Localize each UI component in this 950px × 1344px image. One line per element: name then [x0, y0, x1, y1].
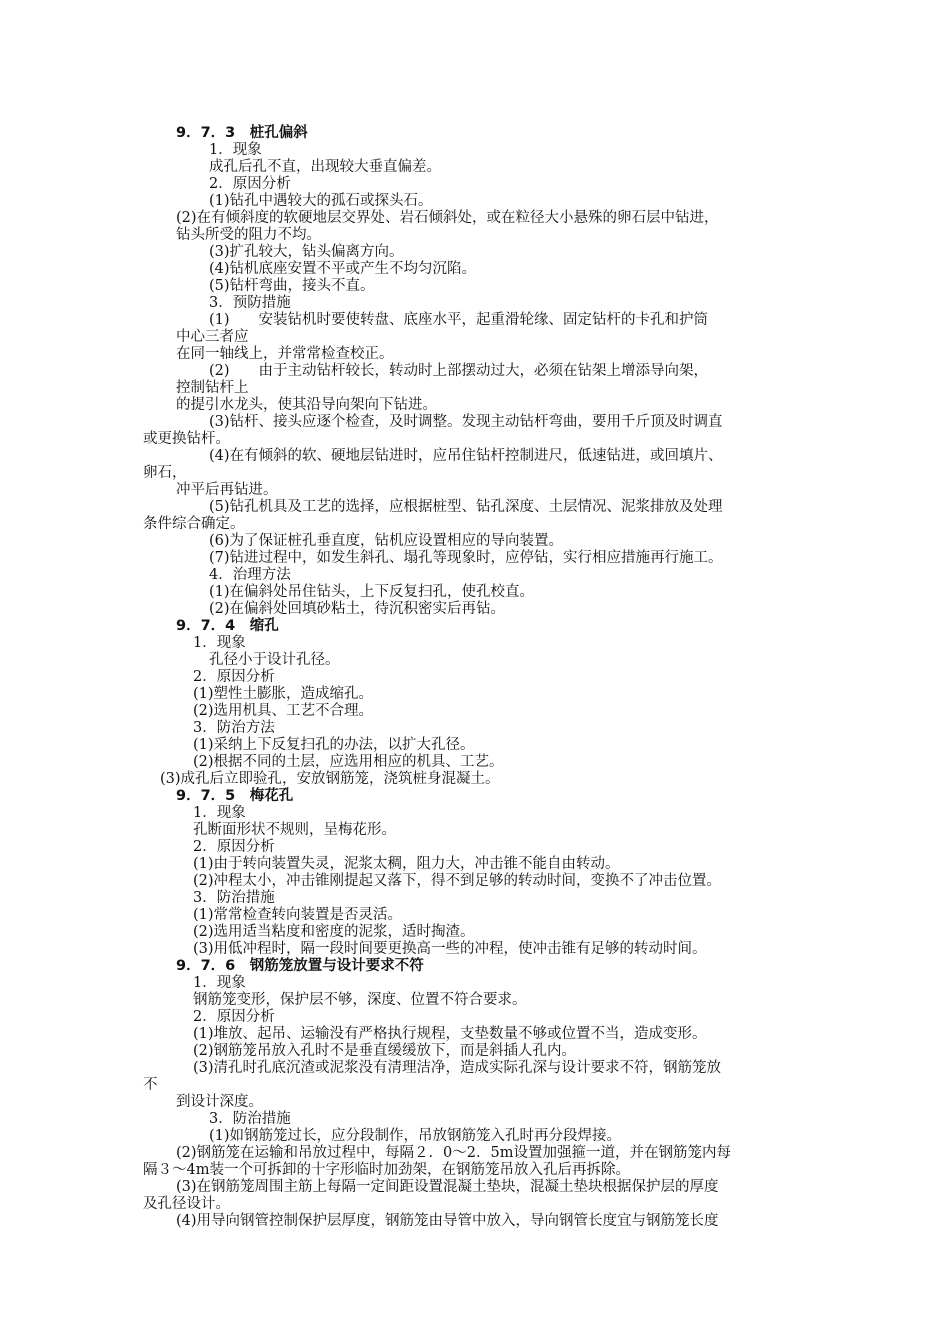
paragraph-line: (1) 安装钻机时要使转盘、底座水平，起重滑轮缘、固定钻杆的卡孔和护筒 [209, 312, 709, 328]
paragraph-line: 冲平后再钻进。 [176, 482, 278, 498]
paragraph-line: (3)清孔时孔底沉渣或泥浆没有清理洁净，造成实际孔深与设计要求不符，钢筋笼放 [193, 1060, 722, 1076]
paragraph-line: (1)常常检查转向装置是否灵活。 [193, 907, 403, 923]
paragraph-line: (2)钢筋笼吊放入孔时不是垂直缓缓放下，而是斜插人孔内。 [193, 1043, 577, 1059]
paragraph-line: (1)由于转向装置失灵，泥浆太稠，阻力大，冲击锥不能自由转动。 [193, 856, 620, 872]
paragraph-line: 孔径小于设计孔径。 [209, 652, 340, 668]
paragraph-line: (2)钢筋笼在运输和吊放过程中，每隔２．0～2．5m设置加强箍一道，并在钢筋笼内每 [176, 1145, 731, 1161]
paragraph-line: (1)钻孔中遇较大的孤石或探头石。 [209, 193, 433, 209]
paragraph-line: (1)如钢筋笼过长，应分段制作，吊放钢筋笼入孔时再分段焊接。 [209, 1128, 622, 1144]
paragraph-line: (5)钻杆弯曲，接头不直。 [209, 278, 375, 294]
paragraph-line: (2)选用机具、工艺不合理。 [193, 703, 374, 719]
paragraph-line: 2．原因分析 [209, 176, 291, 192]
paragraph-line: (3)钻杆、接头应逐个检查，及时调整。发现主动钻杆弯曲，要用千斤顶及时调直 [209, 414, 723, 430]
paragraph-line: 3．防治措施 [209, 1111, 291, 1127]
paragraph-line: 4．治理方法 [209, 567, 291, 583]
paragraph-line: 到设计深度。 [176, 1094, 263, 1110]
paragraph-line: 卵石， [143, 465, 187, 481]
paragraph-line: 1．现象 [193, 635, 246, 651]
paragraph-line: 3．预防措施 [209, 295, 291, 311]
paragraph-line: 的提引水龙头，使其沿导向架向下钻进。 [176, 397, 437, 413]
paragraph-line: 或更换钻杆。 [143, 431, 230, 447]
paragraph-line: 中心三者应 [176, 329, 249, 345]
paragraph-line: (3)扩孔较大，钻头偏离方向。 [209, 244, 404, 260]
section-heading: 9．7．4 缩孔 [176, 618, 279, 634]
paragraph-line: (3)用低冲程时，隔一段时间要更换高一些的冲程，使冲击锥有足够的转动时间。 [193, 941, 707, 957]
paragraph-line: (6)为了保证桩孔垂直度，钻机应设置相应的导向装置。 [209, 533, 564, 549]
paragraph-line: (5)钻孔机具及工艺的选择，应根据桩型、钻孔深度、土层情况、泥浆排放及处理 [209, 499, 723, 515]
section-heading: 9．7．6 钢筋笼放置与设计要求不符 [176, 958, 424, 974]
paragraph-line: 隔３～4m装一个可拆卸的十字形临时加劲架，在钢筋笼吊放入孔后再拆除。 [143, 1162, 630, 1178]
paragraph-line: 不 [143, 1077, 158, 1093]
paragraph-line: (3)在钢筋笼周围主筋上每隔一定间距设置混凝土垫块，混凝土垫块根据保护层的厚度 [176, 1179, 719, 1195]
paragraph-line: (1)在偏斜处吊住钻头，上下反复扫孔，使孔校直。 [209, 584, 535, 600]
paragraph-line: (1)塑性土膨胀，造成缩孔。 [193, 686, 374, 702]
paragraph-line: 3．防治措施 [193, 890, 275, 906]
paragraph-line: (3)成孔后立即验孔，安放钢筋笼，浇筑桩身混凝土。 [160, 771, 500, 787]
paragraph-line: 在同一轴线上，并常常检查校正。 [176, 346, 394, 362]
paragraph-line: 控制钻杆上 [176, 380, 249, 396]
paragraph-line: 孔断面形状不规则，呈梅花形。 [193, 822, 396, 838]
paragraph-line: 及孔径设计。 [143, 1196, 230, 1212]
paragraph-line: (4)在有倾斜的软、硬地层钻进时，应吊住钻杆控制进尺，低速钻进，或回填片、 [209, 448, 723, 464]
paragraph-line: (1)采纳上下反复扫孔的办法，以扩大孔径。 [193, 737, 475, 753]
paragraph-line: (7)钻进过程中，如发生斜孔、塌孔等现象时，应停钻，实行相应措施再行施工。 [209, 550, 723, 566]
paragraph-line: 钢筋笼变形，保护层不够，深度、位置不符合要求。 [193, 992, 527, 1008]
paragraph-line: (2)在偏斜处回填砂粘土，待沉积密实后再钻。 [209, 601, 506, 617]
paragraph-line: 1．现象 [209, 142, 262, 158]
paragraph-line: 2．原因分析 [193, 1009, 275, 1025]
paragraph-line: 1．现象 [193, 805, 246, 821]
paragraph-line: (2)根据不同的土层，应选用相应的机具、工艺。 [193, 754, 504, 770]
paragraph-line: 3．防治方法 [193, 720, 275, 736]
paragraph-line: (2)冲程太小，冲击锥刚提起又落下，得不到足够的转动时间，变换不了冲击位置。 [193, 873, 722, 889]
section-heading: 9．7．5 梅花孔 [176, 788, 294, 804]
paragraph-line: 2．原因分析 [193, 839, 275, 855]
paragraph-line: (4)钻机底座安置不平或产生不均匀沉陷。 [209, 261, 477, 277]
paragraph-line: 1．现象 [193, 975, 246, 991]
paragraph-line: 成孔后孔不直，出现较大垂直偏差。 [209, 159, 441, 175]
paragraph-line: (2)在有倾斜度的软硬地层交界处、岩石倾斜处，或在粒径大小悬殊的卵石层中钻进， [176, 210, 719, 226]
paragraph-line: 2．原因分析 [193, 669, 275, 685]
paragraph-line: (4)用导向钢管控制保护层厚度，钢筋笼由导管中放入，导向钢管长度宜与钢筋笼长度 [176, 1213, 719, 1229]
paragraph-line: (2)选用适当粘度和密度的泥浆，适时掏渣。 [193, 924, 475, 940]
paragraph-line: 条件综合确定。 [143, 516, 245, 532]
section-heading: 9．7．3 桩孔偏斜 [176, 125, 308, 141]
paragraph-line: (1)堆放、起吊、运输没有严格执行规程，支垫数量不够或位置不当，造成变形。 [193, 1026, 707, 1042]
paragraph-line: (2) 由于主动钻杆较长，转动时上部摆动过大，必须在钻架上增添导向架， [209, 363, 709, 379]
paragraph-line: 钻头所受的阻力不均。 [176, 227, 321, 243]
